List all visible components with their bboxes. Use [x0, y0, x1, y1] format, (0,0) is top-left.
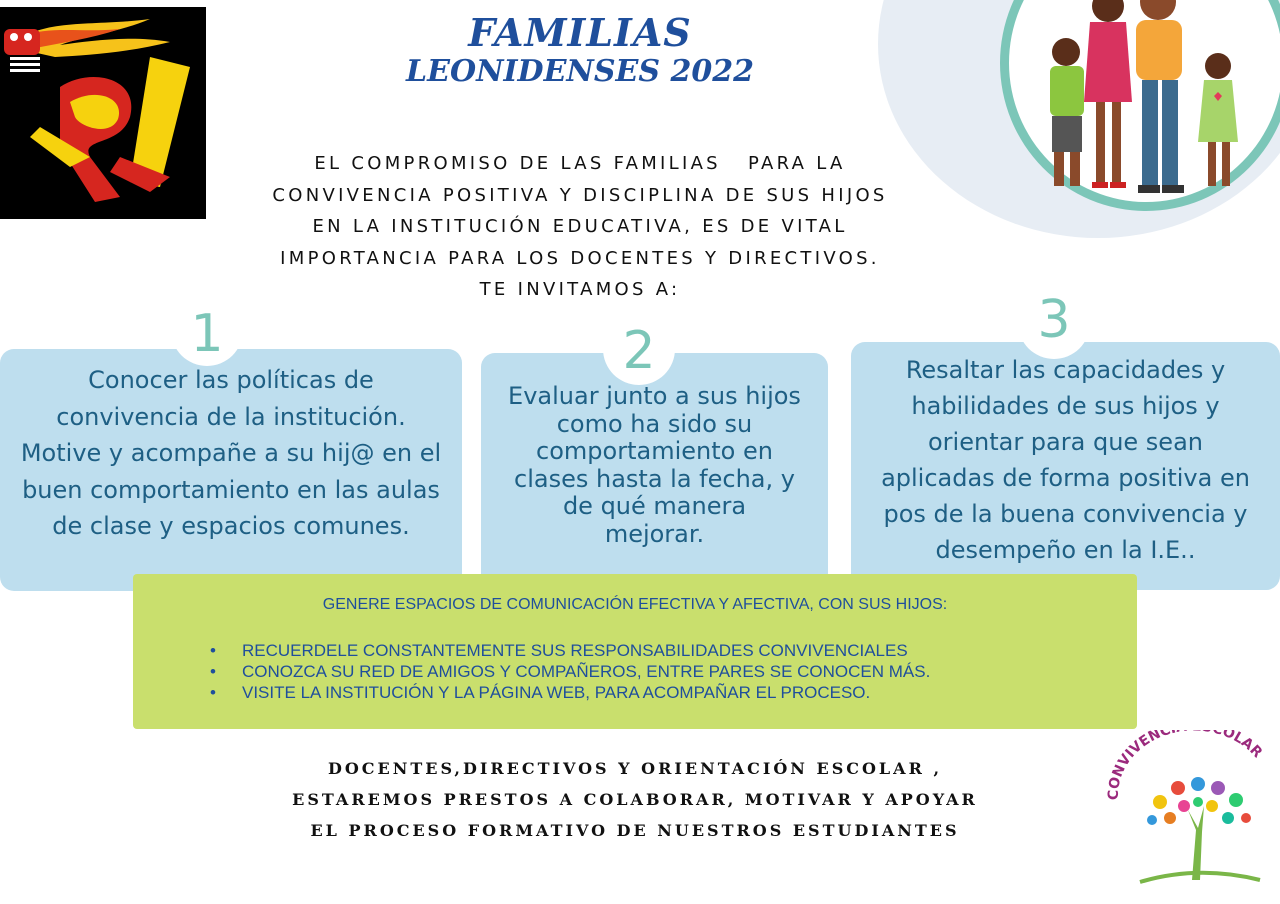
step-text-2: Evaluar junto a sus hijos como ha sido su comportamiento en clases hasta la fecha, y de qué manera mejorar.: [508, 382, 801, 548]
step-text-3: Resaltar las capacidades y habilidades de sus hijos y orientar para que sean aplicadas de forma positiva en pos de la buena convivencia y desempeño en la I.E..: [881, 356, 1250, 564]
step-number-2: 2: [622, 321, 656, 381]
closing-statement: DOCENTES,DIRECTIVOS Y ORIENTACIÓN ESCOLAR , ESTAREMOS PRESTOS A COLABORAR, MOTIVAR Y APOYAR EL PROCESO FORMATIVO DE NUESTROS ESTUDIANTES: [292, 759, 978, 840]
family-illustration-icon: [1018, 0, 1258, 202]
communication-list: [210, 640, 930, 703]
step-number-1: 1: [190, 304, 224, 364]
step-text-1: Conocer las políticas de convivencia de la institución. Motive y acompañe a su hij@ en el buen comportamiento en las aulas de clase y espacios comunes.: [20, 366, 442, 541]
page-title: [360, 12, 800, 90]
title-line-1: FAMILIAS: [468, 10, 692, 55]
list-item: • CONOZCA SU RED DE AMIGOS Y COMPAÑEROS, ENTRE PARES SE CONOCEN MÁS.: [210, 661, 930, 682]
communication-heading: GENERE ESPACIOS DE COMUNICACIÓN EFECTIVA Y AFECTIVA, CON SUS HIJOS:: [322, 596, 948, 613]
step-number-3: 3: [1037, 290, 1071, 350]
school-crest-icon: [0, 7, 206, 219]
handprint-tree-icon: [1100, 730, 1280, 890]
intro-text: EL COMPROMISO DE LAS FAMILIAS PARA LA CONVIVENCIA POSITIVA Y DISCIPLINA DE SUS HIJOS EN LA INSTITUCIÓN EDUCATIVA, ES DE VITAL IMPORTANCIA PARA LOS DOCENTES Y DIRECTIVOS. TE INVITAMOS A:: [272, 153, 888, 300]
tree-logo-text: CONVIVENC OLAR: [1105, 730, 1266, 801]
title-line-2: LEONIDENSES 2022: [406, 54, 754, 89]
svg-text:CONVIVENCIA ESCOLAR: [1106, 730, 1266, 800]
list-item: • RECUERDELE CONSTANTEMENTE SUS RESPONSABILIDADES CONVIVENCIALES: [210, 640, 930, 661]
list-item: • VISITE LA INSTITUCIÓN Y LA PÁGINA WEB, PARA ACOMPAÑAR EL PROCESO.: [210, 682, 930, 703]
